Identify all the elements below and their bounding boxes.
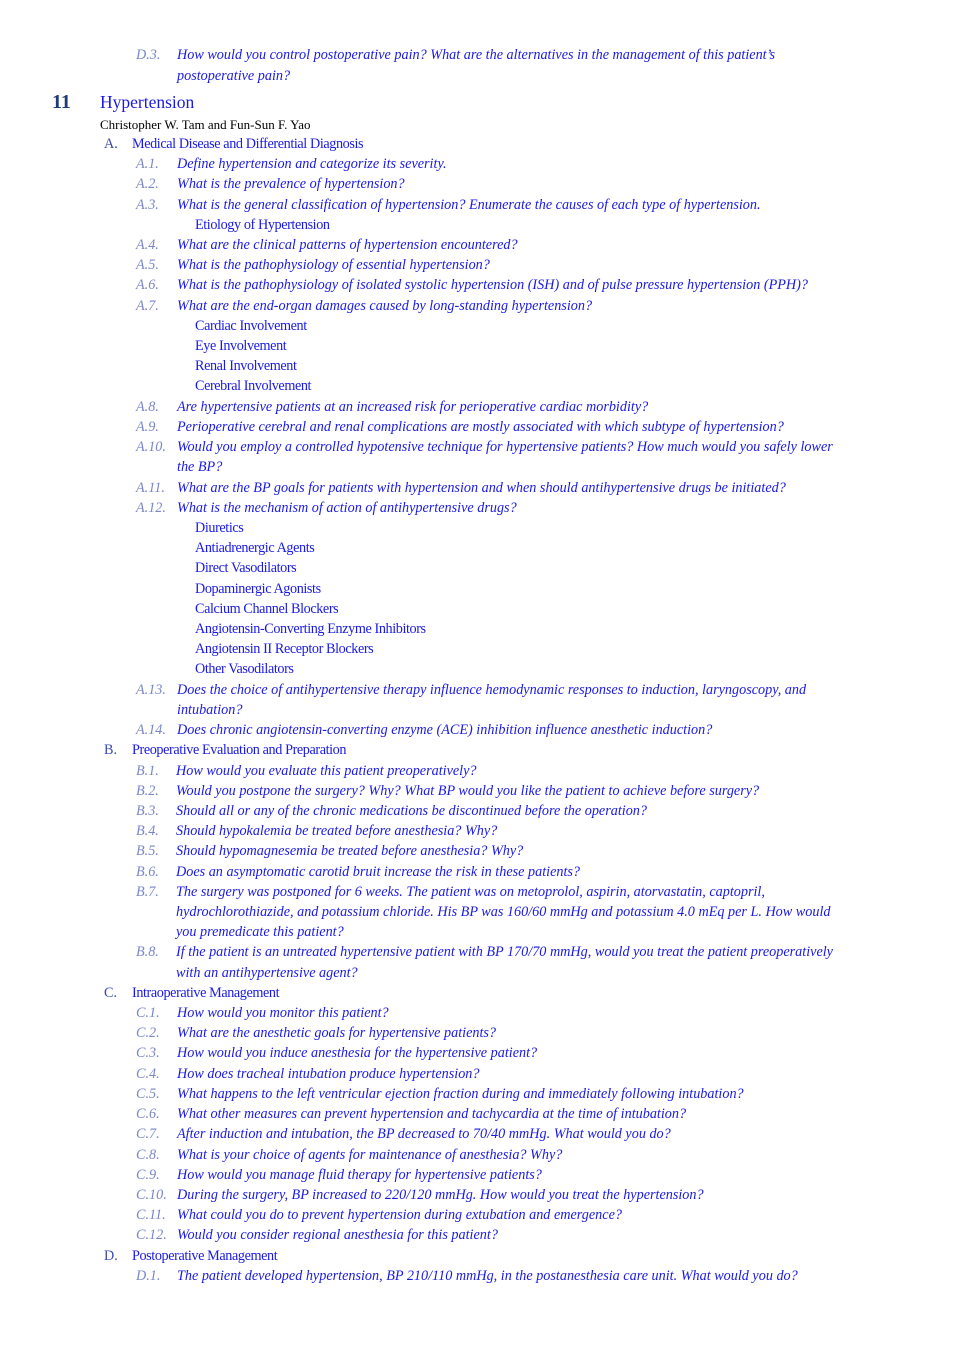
- question-number: D.3.: [136, 47, 161, 63]
- question-link[interactable]: What is the mechanism of action of antihypertensive drugs?: [177, 500, 517, 516]
- question-number: C.6.: [136, 1106, 160, 1122]
- section-letter: D.: [104, 1248, 118, 1264]
- subtopic-link[interactable]: Renal Involvement: [195, 358, 297, 374]
- question-number: A.2.: [136, 176, 159, 192]
- question-link[interactable]: If the patient is an untreated hypertensive patient with BP 170/70 mmHg, would you treat the patient preoperatively: [176, 944, 833, 960]
- question-number: C.2.: [136, 1025, 160, 1041]
- question-number: A.14.: [136, 722, 166, 738]
- question-link[interactable]: Define hypertension and categorize its severity.: [177, 156, 447, 172]
- question-number: A.4.: [136, 237, 159, 253]
- question-link[interactable]: What is the pathophysiology of isolated systolic hypertension (ISH) and of pulse pressure hypertension (PPH)?: [177, 277, 808, 293]
- subtopic-link[interactable]: Etiology of Hypertension: [195, 217, 330, 233]
- question-number: C.8.: [136, 1147, 160, 1163]
- question-link[interactable]: What are the BP goals for patients with hypertension and when should antihypertensive drugs be initiated?: [177, 480, 786, 496]
- question-link[interactable]: with an antihypertensive agent?: [176, 965, 358, 981]
- question-link[interactable]: Should hypomagnesemia be treated before anesthesia? Why?: [176, 843, 524, 859]
- question-number: B.1.: [136, 763, 159, 779]
- subtopic-link[interactable]: Antiadrenergic Agents: [195, 540, 315, 556]
- question-link[interactable]: After induction and intubation, the BP decreased to 70/40 mmHg. What would you do?: [177, 1126, 671, 1142]
- question-link[interactable]: What is your choice of agents for maintenance of anesthesia? Why?: [177, 1147, 563, 1163]
- section-letter: A.: [104, 136, 118, 152]
- subtopic-link[interactable]: Angiotensin-Converting Enzyme Inhibitors: [195, 621, 426, 637]
- question-number: A.13.: [136, 682, 166, 698]
- subtopic-link[interactable]: Angiotensin II Receptor Blockers: [195, 641, 374, 657]
- question-number: A.5.: [136, 257, 159, 273]
- question-number: A.3.: [136, 197, 159, 213]
- question-number: C.7.: [136, 1126, 160, 1142]
- chapter-number: 11: [52, 91, 71, 113]
- question-link[interactable]: What happens to the left ventricular ejection fraction during and immediately following intubation?: [177, 1086, 744, 1102]
- question-number: B.7.: [136, 884, 159, 900]
- question-number: C.1.: [136, 1005, 160, 1021]
- question-number: C.4.: [136, 1066, 160, 1082]
- question-text: postoperative pain?: [177, 68, 291, 84]
- section-title[interactable]: Intraoperative Management: [132, 985, 280, 1001]
- question-link[interactable]: Would you employ a controlled hypotensive technique for hypertensive patients? How much would you safely lower: [177, 439, 833, 455]
- question-number: B.5.: [136, 843, 159, 859]
- question-link[interactable]: How does tracheal intubation produce hypertension?: [177, 1066, 480, 1082]
- question-number: B.4.: [136, 823, 159, 839]
- question-number: A.7.: [136, 298, 159, 314]
- subtopic-link[interactable]: Diuretics: [195, 520, 244, 536]
- question-link[interactable]: What could you do to prevent hypertension during extubation and emergence?: [177, 1207, 622, 1223]
- question-link[interactable]: Does the choice of antihypertensive therapy influence hemodynamic responses to induction, laryngoscopy, and: [177, 682, 807, 698]
- question-link[interactable]: How would you manage fluid therapy for hypertensive patients?: [177, 1167, 542, 1183]
- question-link[interactable]: What other measures can prevent hypertension and tachycardia at the time of intubation?: [177, 1106, 687, 1122]
- chapter-authors: Christopher W. Tam and Fun-Sun F. Yao: [100, 117, 311, 132]
- subtopic-link[interactable]: Eye Involvement: [195, 338, 287, 354]
- question-number: A.10.: [136, 439, 166, 455]
- question-number: B.8.: [136, 944, 159, 960]
- question-link[interactable]: Should all or any of the chronic medications be discontinued before the operation?: [176, 803, 647, 819]
- subtopic-link[interactable]: Cerebral Involvement: [195, 378, 312, 394]
- question-link[interactable]: Are hypertensive patients at an increased risk for perioperative cardiac morbidity?: [177, 399, 649, 415]
- question-link[interactable]: How would you monitor this patient?: [177, 1005, 389, 1021]
- question-number: A.12.: [136, 500, 166, 516]
- question-link[interactable]: Perioperative cerebral and renal complications are mostly associated with which subtype of hypertension?: [177, 419, 784, 435]
- section-title[interactable]: Postoperative Management: [132, 1248, 278, 1264]
- question-link[interactable]: Does an asymptomatic carotid bruit increase the risk in these patients?: [176, 864, 581, 880]
- subtopic-link[interactable]: Other Vasodilators: [195, 661, 294, 677]
- question-link[interactable]: What is the prevalence of hypertension?: [177, 176, 405, 192]
- question-number: A.6.: [136, 277, 159, 293]
- chapter-title[interactable]: Hypertension: [100, 92, 195, 112]
- question-link[interactable]: What is the general classification of hypertension? Enumerate the causes of each type of hypertension.: [177, 197, 761, 213]
- question-link[interactable]: What are the clinical patterns of hypertension encountered?: [177, 237, 518, 253]
- question-number: A.11.: [136, 480, 165, 496]
- question-number: D.1.: [136, 1268, 161, 1284]
- question-link[interactable]: What are the anesthetic goals for hypertensive patients?: [177, 1025, 497, 1041]
- question-number: C.3.: [136, 1045, 160, 1061]
- subtopic-link[interactable]: Dopaminergic Agonists: [195, 581, 321, 597]
- question-link[interactable]: How would you evaluate this patient preoperatively?: [176, 763, 477, 779]
- question-link[interactable]: What are the end-organ damages caused by long-standing hypertension?: [177, 298, 593, 314]
- question-link[interactable]: Should hypokalemia be treated before anesthesia? Why?: [176, 823, 498, 839]
- question-link[interactable]: hydrochlorothiazide, and potassium chloride. His BP was 160/60 mmHg and potassium 4.0 mEq per L. How would: [176, 904, 831, 920]
- question-link[interactable]: you premedicate this patient?: [176, 924, 344, 940]
- question-number: C.10.: [136, 1187, 167, 1203]
- question-number: A.9.: [136, 419, 159, 435]
- question-number: B.2.: [136, 783, 159, 799]
- question-link[interactable]: Would you postpone the surgery? Why? What BP would you like the patient to achieve before surgery?: [176, 783, 760, 799]
- question-link[interactable]: the BP?: [177, 459, 223, 475]
- question-number: C.5.: [136, 1086, 160, 1102]
- subtopic-link[interactable]: Cardiac Involvement: [195, 318, 307, 334]
- question-link[interactable]: The patient developed hypertension, BP 210/110 mmHg, in the postanesthesia care unit. What would you do?: [177, 1268, 798, 1284]
- question-link[interactable]: Would you consider regional anesthesia for this patient?: [177, 1227, 498, 1243]
- section-letter: C.: [104, 985, 118, 1001]
- section-title[interactable]: Medical Disease and Differential Diagnosis: [132, 136, 364, 152]
- question-number: C.12.: [136, 1227, 167, 1243]
- section-letter: B.: [104, 742, 118, 758]
- question-link[interactable]: The surgery was postponed for 6 weeks. The patient was on metoprolol, aspirin, atorvastatin, captopril,: [176, 884, 765, 900]
- question-link[interactable]: Does chronic angiotensin-converting enzyme (ACE) inhibition influence anesthetic induction?: [177, 722, 713, 738]
- question-link[interactable]: intubation?: [177, 702, 243, 718]
- question-number: B.6.: [136, 864, 159, 880]
- question-number: A.1.: [136, 156, 159, 172]
- subtopic-link[interactable]: Direct Vasodilators: [195, 560, 297, 576]
- section-title[interactable]: Preoperative Evaluation and Preparation: [132, 742, 347, 758]
- question-number: A.8.: [136, 399, 159, 415]
- question-text: How would you control postoperative pain? What are the alternatives in the management of this patient’s: [177, 47, 776, 63]
- question-number: C.11.: [136, 1207, 166, 1223]
- subtopic-link[interactable]: Calcium Channel Blockers: [195, 601, 339, 617]
- question-number: B.3.: [136, 803, 159, 819]
- question-link[interactable]: What is the pathophysiology of essential hypertension?: [177, 257, 490, 273]
- question-number: C.9.: [136, 1167, 160, 1183]
- question-link[interactable]: How would you induce anesthesia for the hypertensive patient?: [177, 1045, 538, 1061]
- question-link[interactable]: During the surgery, BP increased to 220/120 mmHg. How would you treat the hypertension?: [177, 1187, 704, 1203]
